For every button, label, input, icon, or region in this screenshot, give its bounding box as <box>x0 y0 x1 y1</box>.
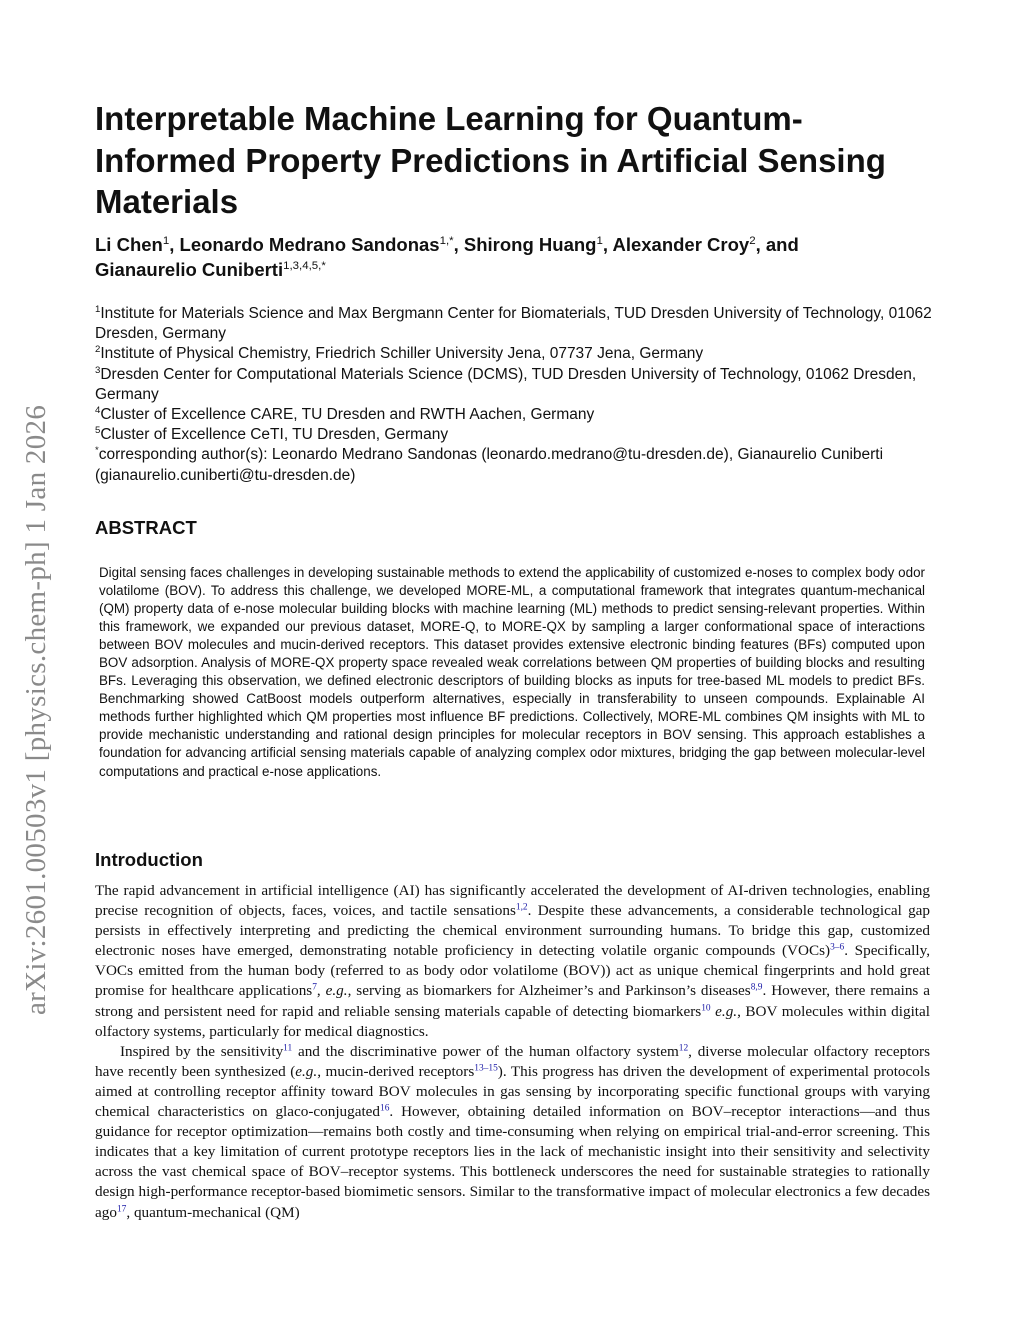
author-separator: , <box>453 234 464 255</box>
affiliation-text: Cluster of Excellence CARE, TU Dresden and RWTH Aachen, Germany <box>100 406 595 424</box>
citation-ref[interactable]: 8,9 <box>750 982 763 993</box>
introduction-paragraph <box>95 1042 930 1223</box>
author-affiliation-mark: 1,* <box>439 235 454 248</box>
affiliation-mark: 2 <box>95 344 101 356</box>
citation-ref[interactable]: 16 <box>380 1103 390 1114</box>
author-affiliation-mark: 1 <box>162 235 170 248</box>
abstract-heading: ABSTRACT <box>95 517 197 538</box>
introduction-heading: Introduction <box>95 849 203 870</box>
author-separator: , and <box>755 234 799 255</box>
author-name: Li Chen <box>95 234 163 255</box>
author-name: Alexander Croy <box>612 234 750 255</box>
citation-ref[interactable]: 12 <box>678 1043 689 1054</box>
italic-text-run: e.g. <box>715 1002 738 1020</box>
author-list <box>95 232 925 282</box>
text-run: Inspired by the sensitivity <box>120 1042 284 1060</box>
affiliation-mark: 4 <box>95 405 101 417</box>
affiliation-item <box>95 304 935 344</box>
affiliation-text: Cluster of Excellence CeTI, TU Dresden, Germany <box>100 426 449 444</box>
text-run: . Specifically, VOCs emitted from the human body (referred to as body odor volatilome (BOV)) act as unique chemical fingerprints and hold great promise for healthcare applications <box>95 942 930 1000</box>
author-separator: , <box>602 234 613 255</box>
affiliation-item <box>95 365 935 405</box>
author-separator: , <box>169 234 180 255</box>
citation-ref[interactable]: 10 <box>701 1002 711 1013</box>
introduction-paragraph <box>95 881 930 1042</box>
author-name: Leonardo Medrano Sandonas <box>179 234 440 255</box>
arxiv-identifier-stamp: arXiv:2601.00503v1 [physics.chem-ph] 1 Jan 2026 <box>20 404 52 1015</box>
text-run: and the discriminative power of the human olfactory system <box>292 1042 679 1060</box>
author-affiliation-mark: 2 <box>749 235 756 248</box>
author-affiliation-mark: 1 <box>596 235 603 248</box>
text-run: , <box>316 982 326 1000</box>
text-run: . However, obtaining detailed information on BOV–receptor interactions—and thus guidance for receptor optimization—remains both costly and time-consuming when relying on empirical trial-and-error screening. This indicates that a key limitation of current prototype receptors lies in the lack of mechanistic insight into their sensitivity and selectivity across the vast chemical space of BOV–receptor systems. This bottleneck underscores the need for sustainable strategies to rationally design high-performance receptor-based biomimetic sensors. Similar to the transformative impact of molecular electronics a few decades ago <box>95 1103 930 1221</box>
citation-ref[interactable]: 3–6 <box>830 942 845 953</box>
affiliation-item <box>95 445 935 485</box>
citation-ref[interactable]: 17 <box>116 1203 127 1214</box>
affiliation-item <box>95 425 935 445</box>
text-run: , BOV molecules within digital olfactory systems, particularly for medical diagnostics. <box>95 1002 930 1040</box>
citation-ref[interactable]: 1,2 <box>515 902 528 913</box>
text-run: ). This progress has driven the development of experimental protocols aimed at controlling receptor affinity toward BOV molecules in gas sensing by incorporating specific functional groups with varying chemical characteristics on glaco-conjugated <box>95 1062 930 1121</box>
italic-text-run: e.g. <box>295 1062 318 1080</box>
author-affiliation-mark: 1,3,4,5,* <box>283 260 326 273</box>
text-run: , serving as biomarkers for Alzheimer’s and Parkinson’s diseases <box>347 982 751 1000</box>
citation-ref[interactable]: 7 <box>312 982 317 993</box>
affiliation-mark: * <box>95 445 99 457</box>
affiliation-text: Institute for Materials Science and Max Bergmann Center for Biomaterials, TUD Dresden University of Technology, 01062 Dresden, Germany <box>95 305 932 343</box>
text-run: The rapid advancement in artificial intelligence (AI) has significantly accelerated the development of AI-driven technologies, enabling precise recognition of objects, faces, voices, and tactile sensations <box>95 882 930 920</box>
affiliation-text: Institute of Physical Chemistry, Friedrich Schiller University Jena, 07737 Jena, Germany <box>100 345 704 363</box>
affiliation-text: Dresden Center for Computational Materials Science (DCMS), TUD Dresden University of Technology, 01062 Dresden, Germany <box>95 365 917 403</box>
text-run: , diverse molecular olfactory receptors have recently been synthesized ( <box>95 1042 930 1080</box>
author-name: Gianaurelio Cuniberti <box>95 259 284 280</box>
text-run: , mucin-derived receptors <box>317 1062 475 1080</box>
affiliation-mark: 5 <box>95 425 101 437</box>
citation-ref[interactable]: 11 <box>283 1043 293 1054</box>
text-run: , quantum-mechanical (QM) <box>126 1203 300 1221</box>
text-run: . Despite these advancements, a considerable technological gap persists in effectively interpreting and predicting the chemical environment surrounding humans. To bridge this gap, customized electronic noses have emerged, demonstrating notable proficiency in detecting volatile organic compounds (VOCs) <box>95 902 930 960</box>
introduction-body <box>95 881 930 1223</box>
text-run: . However, there remains a strong and persistent need for rapid and reliable sensing materials capable of detecting biomarkers <box>95 982 931 1020</box>
affiliation-mark: 1 <box>95 304 101 316</box>
abstract-text: Digital sensing faces challenges in developing sustainable methods to extend the applicability of customized e-noses to complex body odor volatilome (BOV). To address this challenge, we developed MORE-ML, a computational framework that integrates quantum-mechanical (QM) property data of e-nose molecular building blocks with machine learning (ML) methods to predict sensing-relevant properties. Within this framework, we expanded our previous dataset, MORE-Q, to MORE-QX by sampling a larger conformational space of interactions between BOV molecules and mucin-derived receptors. This dataset provides extensive electronic binding features (BFs) computed upon BOV adsorption. Analysis of MORE-QX property space revealed weak correlations between QM properties of building blocks and resulting BFs. Leveraging this observation, we defined electronic descriptors of building blocks as inputs for tree-based ML models to predict BFs. Benchmarking showed CatBoost models outperform alternatives, especially in transferability to unseen compounds. Explainable AI methods further highlighted which QM properties most influence BF predictions. Collectively, MORE-ML combines QM insights with ML to provide mechanistic understanding and rational design principles for molecular receptors in BOV sensing. This approach establishes a foundation for advancing artificial sensing materials capable of analyzing complex odor mixtures, bridging the gap between molecular-level computations and practical e-nose applications. <box>99 565 925 779</box>
italic-text-run: e.g. <box>325 982 348 1000</box>
affiliation-mark: 3 <box>95 364 101 376</box>
author-name: Shirong Huang <box>463 234 597 255</box>
affiliation-text: corresponding author(s): Leonardo Medrano Sandonas (leonardo.medrano@tu-dresden.de), Gianaurelio Cuniberti (gianaurelio.cuniberti@tu-dresden.de) <box>95 446 884 484</box>
affiliation-list <box>95 304 935 486</box>
affiliation-item <box>95 405 935 425</box>
citation-ref[interactable]: 13–15 <box>474 1063 498 1074</box>
affiliation-item <box>95 344 935 364</box>
paper-title: Interpretable Machine Learning for Quantum-Informed Property Predictions in Artificial Sensing Materials <box>95 100 886 220</box>
